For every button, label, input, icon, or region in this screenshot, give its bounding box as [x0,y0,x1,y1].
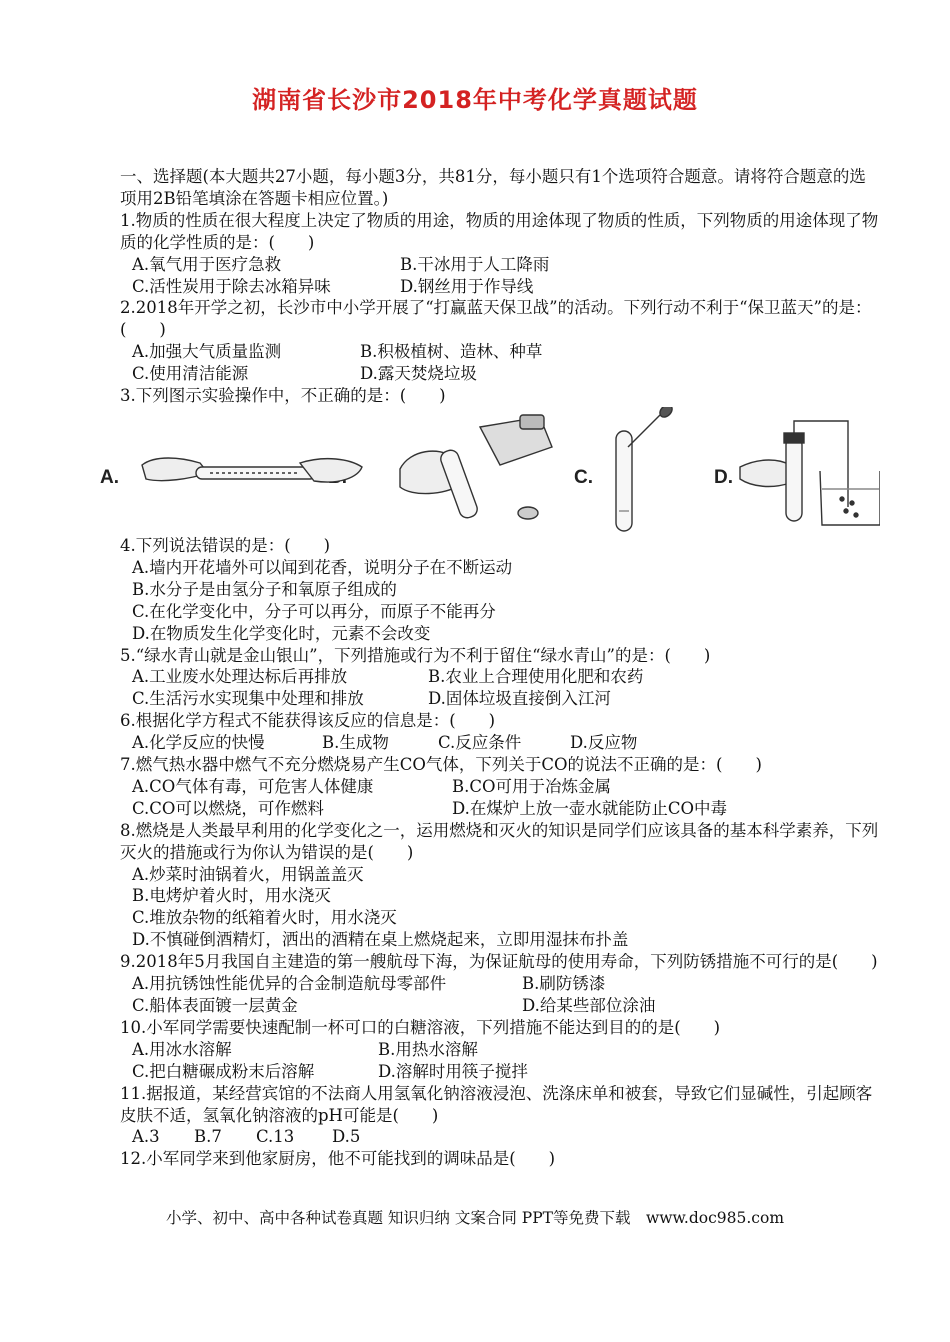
question-2-option-a: A.加强大气质量监测 [132,342,282,362]
figure-a-tube-in-hands [142,458,362,482]
section-heading: 一、选择题(本大题共27小题，每小题3分，共81分，每小题只有1个选项符合题意。请将符合题意的选项用2B铅笔填涂在答题卡相应位置。) [120,167,866,208]
question-7-option-a: A.CO气体有毒，可危害人体健康 [132,776,374,796]
question-7-option-d: D.在煤炉上放一壶水就能防止CO中毒 [452,798,728,818]
question-11-option-c: C.13 [256,1127,295,1147]
figure-d-gas-check [740,421,880,525]
question-2-stem: 2.2018年开学之初，长沙市中小学开展了“打赢蓝天保卫战”的活动。下列行动不利于“保卫蓝天”的是：( ) [120,298,872,340]
question-5-option-c: C.生活污水实现集中处理和排放 [132,689,364,709]
question-10-options-row-2 [120,1061,880,1083]
question-8-option-a: A.炒菜时油锅着火，用锅盖盖灭 [132,864,364,884]
question-4-option-b: B.水分子是由氢分子和氧原子组成的 [132,579,397,599]
question-6-option-d: D.反应物 [570,733,638,753]
question-9-options-row-1 [120,973,880,995]
question-11-options-row [120,1126,880,1148]
question-1-option-a: A.氧气用于医疗急救 [132,254,282,274]
question-1-option-b: B.干冰用于人工降雨 [400,254,550,274]
question-10-stem: 10.小军同学需要快速配制一杯可口的白糖溶液，下列措施不能达到目的的是( ) [120,1017,721,1037]
question-7-option-c: C.CO可以燃烧，可作燃料 [132,798,324,818]
question-5-options-row-1 [120,666,880,688]
question-9-option-a: A.用抗锈蚀性能优异的合金制造航母零部件 [132,974,447,994]
question-3-figure [100,407,880,535]
question-1-option-d: D.钢丝用于作导线 [400,276,534,296]
question-7-stem: 7.燃气热水器中燃气不充分燃烧易产生CO气体，下列关于CO的说法不正确的是：( ) [120,755,762,775]
question-5-option-d: D.固体垃圾直接倒入江河 [428,689,611,709]
question-8-option-b: B.电烤炉着火时，用水浇灭 [132,886,331,906]
question-3-stem: 3.下列图示实验操作中，不正确的是：( ) [120,386,446,406]
exam-content [100,166,880,1170]
question-1-options-row-2 [120,276,880,298]
figure-c-dropper-tube [616,407,674,531]
question-1-option-c: C.活性炭用于除去冰箱异味 [132,276,331,296]
question-4-option-a: A.墙内开花墙外可以闻到花香，说明分子在不断运动 [132,557,513,577]
question-9-option-d: D.给某些部位涂油 [522,996,656,1015]
question-1-options-row-1 [120,254,880,276]
figure-label-a: A. [100,466,119,488]
figure-label-d: D. [714,466,733,488]
figure-b-pouring-liquid [400,415,552,520]
question-7-option-b: B.CO可用于冶炼金属 [452,776,612,796]
question-10-option-b: B.用热水溶解 [378,1039,478,1059]
question-10-option-a: A.用冰水溶解 [132,1039,232,1059]
question-4-stem: 4.下列说法错误的是：( ) [120,535,331,555]
question-7-options-row-1 [120,776,880,798]
question-9-option-c: C.船体表面镀一层黄金 [132,996,298,1015]
question-2-option-b: B.积极植树、造林、种草 [360,342,543,362]
question-10-option-d: D.溶解时用筷子搅拌 [378,1061,528,1081]
question-6-option-c: C.反应条件 [438,733,522,753]
question-10-option-c: C.把白糖碾成粉末后溶解 [132,1061,315,1081]
question-4-option-c: C.在化学变化中，分子可以再分，而原子不能再分 [132,601,496,621]
question-4-option-d: D.在物质发生化学变化时，元素不会改变 [132,623,431,643]
question-11-option-b: B.7 [194,1127,222,1147]
question-9-stem: 9.2018年5月我国自主建造的第一艘航母下海，为保证航母的使用寿命，下列防锈措施不可行的是( ) [120,952,878,972]
question-2-options-row-2 [120,363,880,385]
question-11-option-a: A.3 [132,1127,160,1147]
question-8-option-c: C.堆放杂物的纸箱着火时，用水浇灭 [132,908,397,928]
question-5-options-row-2 [120,688,880,710]
question-12-stem: 12.小军同学来到他家厨房，他不可能找到的调味品是( ) [120,1149,556,1169]
question-6-option-b: B.生成物 [322,733,389,753]
question-11-option-d: D.5 [332,1127,361,1147]
question-9-option-b: B.刷防锈漆 [522,974,606,994]
question-1-stem: 1.物质的性质在很大程度上决定了物质的用途，物质的用途体现了物质的性质，下列物质的用途体现了物质的化学性质的是：( ) [120,210,879,252]
question-6-option-a: A.化学反应的快慢 [132,733,265,753]
question-5-option-b: B.农业上合理使用化肥和农药 [428,667,644,687]
question-8-option-d: D.不慎碰倒酒精灯，洒出的酒精在桌上燃烧起来，立即用湿抹布扑盖 [132,930,629,950]
question-9-options-row-2 [120,995,880,1017]
question-2-options-row-1 [120,341,880,363]
page-footer: 小学、初中、高中各种试卷真题 知识归纳 文案合同 PPT等免费下载 www.doc985.com [165,1209,785,1227]
question-7-options-row-2 [120,798,880,820]
question-5-option-a: A.工业废水处理达标后再排放 [132,667,348,687]
question-5-stem: 5.“绿水青山就是金山银山”，下列措施或行为不利于留住“绿水青山”的是：( ) [120,645,711,665]
question-6-options-row [120,732,880,754]
question-11-stem: 11.据报道，某经营宾馆的不法商人用氢氧化钠溶液浸泡、洗涤床单和被套，导致它们显碱性，引起顾客皮肤不适，氢氧化钠溶液的pH可能是( ) [120,1083,873,1125]
question-6-stem: 6.根据化学方程式不能获得该反应的信息是：( ) [120,711,496,731]
question-8-stem: 8.燃烧是人类最早利用的化学变化之一，运用燃烧和灭火的知识是同学们应该具备的基本科学素养，下列灭火的措施或行为你认为错误的是( ) [120,820,879,862]
question-2-option-d: D.露天焚烧垃圾 [360,364,477,384]
figure-label-c: C. [574,466,593,488]
question-10-options-row-1 [120,1039,880,1061]
page-title: 湖南省长沙市2018年中考化学真题试题 [252,86,698,114]
lab-operations-illustration [100,407,880,535]
question-2-option-c: C.使用清洁能源 [132,364,249,384]
